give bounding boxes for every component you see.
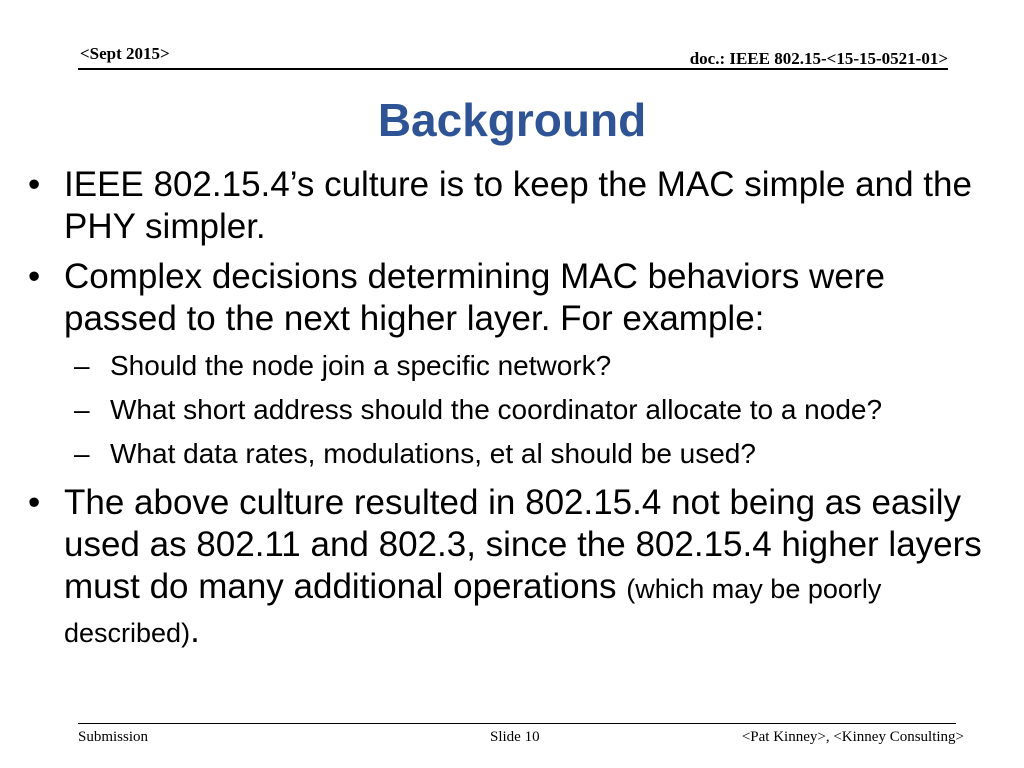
dash-icon: – — [74, 394, 90, 425]
header-doc-id: doc.: IEEE 802.15-<15-15-0521-01> — [689, 49, 948, 68]
sub-bullet-text: What data rates, modulations, et al should be used? — [110, 438, 756, 469]
slide-body — [24, 164, 984, 662]
footer-slide-number: Slide 10 — [490, 729, 540, 745]
dash-icon: – — [74, 438, 90, 469]
sub-bullet-item — [24, 392, 984, 428]
footer-author: <Pat Kinney>, <Kinney Consulting> — [741, 729, 964, 745]
slide-title: Background — [377, 94, 647, 146]
bullet-item — [24, 164, 984, 248]
bullet-end: . — [190, 611, 200, 650]
bullet-text: IEEE 802.15.4’s culture is to keep the MAC simple and the PHY simpler. — [64, 165, 972, 246]
bullet-text: Complex decisions determining MAC behaviors were passed to the next higher layer. For example: — [64, 257, 885, 338]
header-rule — [78, 68, 948, 70]
bullet-note: (which may be poorly described) — [64, 574, 882, 648]
dash-icon: – — [74, 350, 90, 381]
footer-submission: Submission — [78, 729, 149, 745]
sub-bullet-item — [24, 348, 984, 384]
bullet-icon: • — [28, 257, 41, 296]
sub-bullet-text: What short address should the coordinator allocate to a node? — [110, 394, 883, 425]
bullet-item — [24, 482, 984, 654]
bullet-icon: • — [28, 165, 41, 204]
bullet-text: The above culture resulted in 802.15.4 not being as easily used as 802.11 and 802.3, since the 802.15.4 higher layers must do many additional operations — [64, 483, 982, 606]
bullet-icon: • — [28, 483, 41, 522]
sub-bullet-item — [24, 436, 984, 472]
sub-bullet-text: Should the node join a specific network? — [110, 350, 612, 381]
header-date: <Sept 2015> — [80, 44, 170, 63]
bullet-item — [24, 256, 984, 340]
footer-rule — [78, 723, 956, 724]
